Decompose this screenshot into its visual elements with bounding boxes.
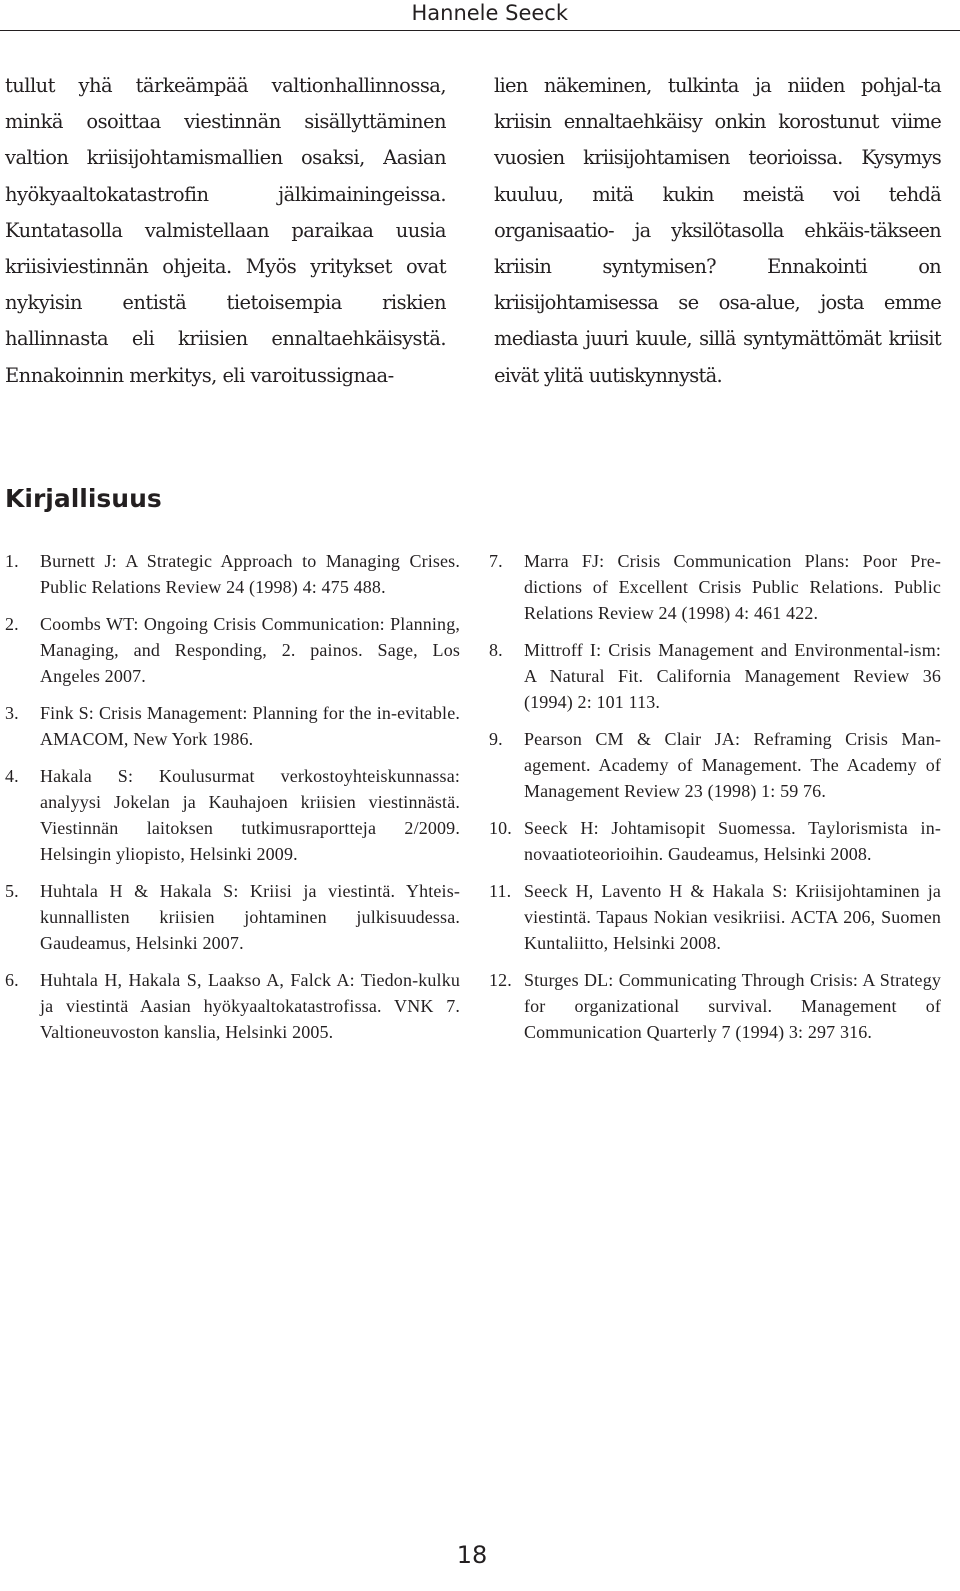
reference-item	[5, 548, 460, 600]
reference-item	[489, 878, 941, 956]
reference-item	[5, 967, 460, 1045]
reference-number: 4.	[5, 766, 19, 786]
references-heading: Kirjallisuus	[5, 484, 162, 513]
reference-number: 3.	[5, 703, 19, 723]
reference-number: 9.	[489, 729, 503, 749]
reference-item	[5, 878, 460, 956]
body-text-right-column: lien näkeminen, tulkinta ja niiden pohjal-ta kriisin ennaltaehkäisy onkin korostunut viime vuosien kriisijohtamisen teorioissa. Kysymys kuuluu, mitä kukin meistä voi tehdä organisaatio- ja yksilötasolla ehkäis-täkseen kriisin syntymisen? Ennakointi on kriisijohtamisessa se osa-alue, josta emme mediasta juuri kuule, sillä syntymättömät kriisit eivät ylitä uutiskynnystä.	[494, 74, 941, 387]
reference-text: Mittroff I: Crisis Management and Environmental-ism: A Natural Fit. California Management Review 36 (1994) 2: 101 113.	[524, 640, 941, 712]
reference-number: 1.	[5, 551, 19, 571]
reference-number: 11.	[489, 881, 512, 901]
reference-text: Seeck H: Johtamisopit Suomessa. Taylorismista in-novaatioteorioihin. Gaudeamus, Helsinki 2008.	[524, 818, 941, 864]
body-text-left-column: tullut yhä tärkeämpää valtionhallinnossa, minkä osoittaa viestinnän sisällyttäminen valtion kriisijohtamismallien osaksi, Aasian hyökyaaltokatastrofin jälkimainingeissa. Kuntatasolla valmistellaan paraikaa uusia kriisiviestinnän ohjeita. Myös yritykset ovat nykyisin entistä tietoisempia riskien hallinnasta eli kriisien ennaltaehkäisystä. Ennakoinnin merkitys, eli varoitussignaa-	[5, 74, 446, 387]
page-number: 18	[456, 1541, 488, 1569]
reference-number: 12.	[489, 970, 512, 990]
reference-text: Marra FJ: Crisis Communication Plans: Poor Pre-dictions of Excellent Crisis Public Relations. Public Relations Review 24 (1998) 4: 461 422.	[524, 551, 941, 623]
reference-text: Seeck H, Lavento H & Hakala S: Kriisijohtaminen ja viestintä. Tapaus Nokian vesikriisi. ACTA 206, Suomen Kuntaliitto, Helsinki 2008.	[524, 881, 941, 953]
header-rule	[0, 30, 960, 31]
reference-number: 5.	[5, 881, 19, 901]
running-header-author: Hannele Seeck	[411, 1, 568, 25]
reference-number: 2.	[5, 614, 19, 634]
reference-number: 10.	[489, 818, 512, 838]
reference-text: Huhtala H & Hakala S: Kriisi ja viestintä. Yhteis-kunnallisten kriisien johtaminen julkisuudessa. Gaudeamus, Helsinki 2007.	[40, 881, 460, 953]
reference-number: 6.	[5, 970, 19, 990]
reference-item	[489, 815, 941, 867]
reference-text: Hakala S: Koulusurmat verkostoyhteiskunnassa: analyysi Jokelan ja Kauhajoen kriisien viestinnästä. Viestinnän laitoksen tutkimusraportteja 2/2009. Helsingin yliopisto, Helsinki 2009.	[40, 766, 460, 864]
reference-item	[489, 967, 941, 1045]
reference-text: Burnett J: A Strategic Approach to Managing Crises. Public Relations Review 24 (1998) 4: 475 488.	[40, 551, 460, 597]
reference-item	[489, 548, 941, 626]
reference-item	[489, 637, 941, 715]
page-header	[0, 0, 960, 30]
reference-text: Sturges DL: Communicating Through Crisis: A Strategy for organizational survival. Management of Communication Quarterly 7 (1994) 3: 297 316.	[524, 970, 941, 1042]
reference-text: Coombs WT: Ongoing Crisis Communication: Planning, Managing, and Responding, 2. painos. Sage, Los Angeles 2007.	[40, 614, 460, 686]
reference-number: 7.	[489, 551, 503, 571]
reference-list-left	[5, 548, 460, 1056]
reference-text: Fink S: Crisis Management: Planning for the in-evitable. AMACOM, New York 1986.	[40, 703, 460, 749]
reference-item	[5, 611, 460, 689]
reference-item	[5, 763, 460, 867]
reference-item	[489, 726, 941, 804]
reference-text: Pearson CM & Clair JA: Reframing Crisis Man-agement. Academy of Management. The Academy of Management Review 23 (1998) 1: 59 76.	[524, 729, 941, 801]
reference-item	[5, 700, 460, 752]
reference-list-right	[489, 548, 941, 1056]
reference-text: Huhtala H, Hakala S, Laakso A, Falck A: Tiedon-kulku ja viestintä Aasian hyökyaaltokatastrofissa. VNK 7. Valtioneuvoston kanslia, Helsinki 2005.	[40, 970, 460, 1042]
reference-number: 8.	[489, 640, 503, 660]
